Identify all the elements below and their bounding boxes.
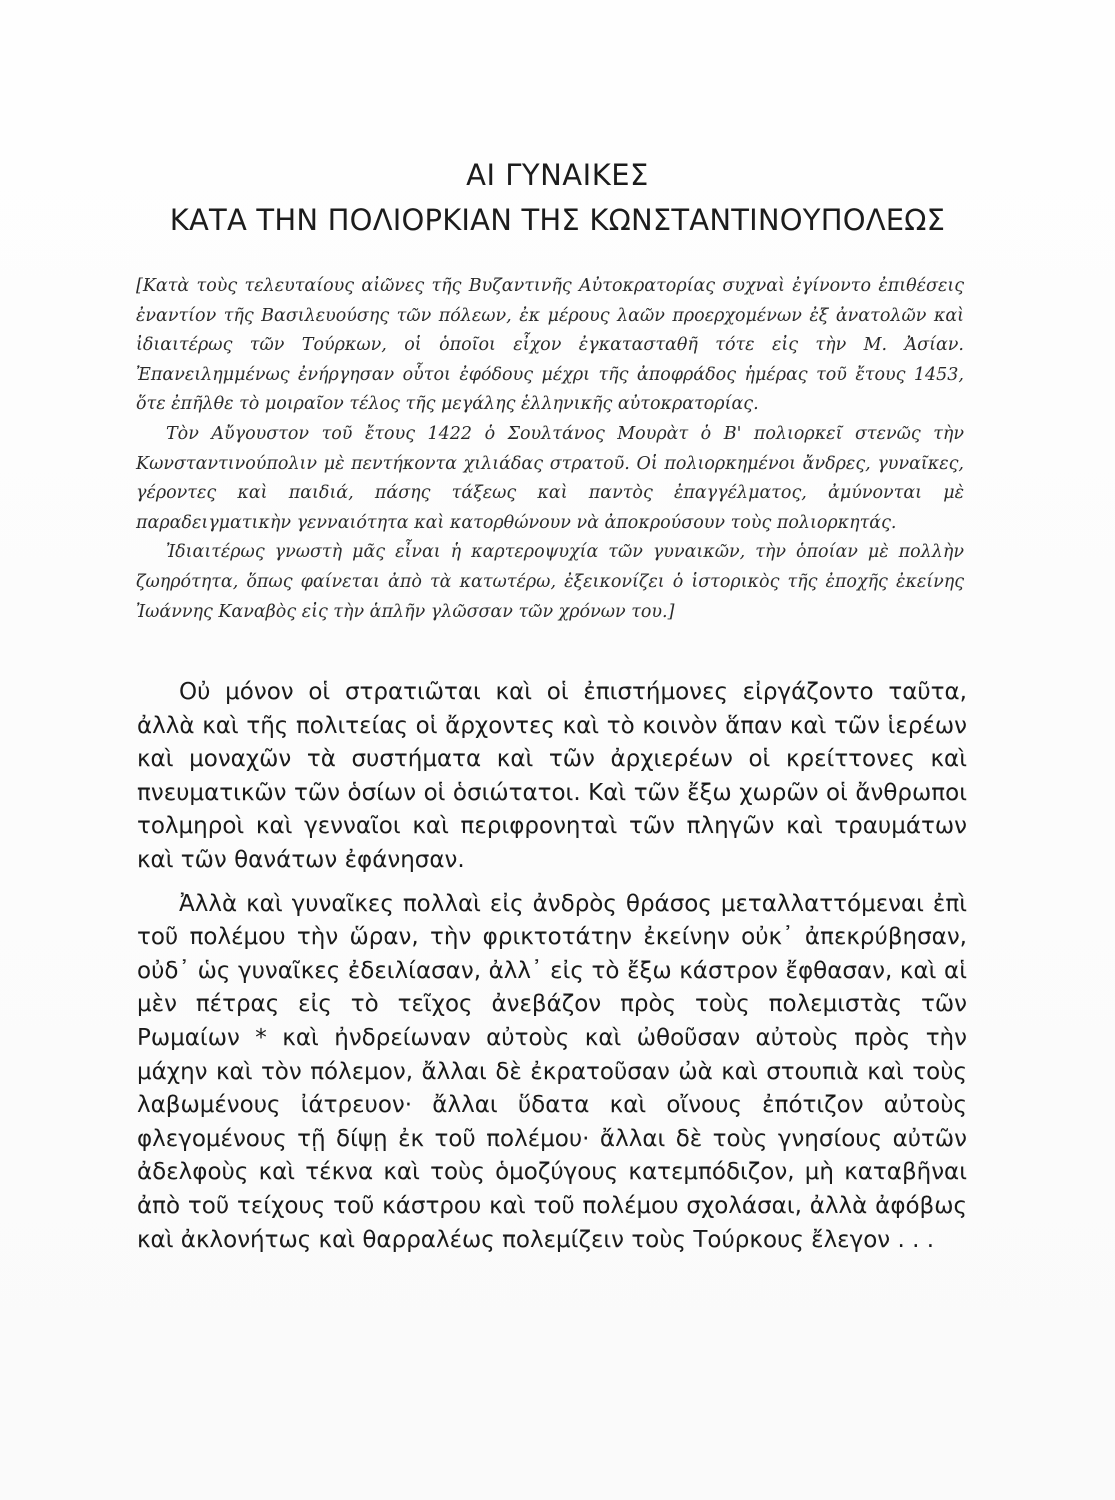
body-paragraph: Ἀλλὰ καὶ γυναῖκες πολλαὶ εἰς ἀνδρὸς θράσος μεταλλαττόμεναι ἐπὶ τοῦ πολέμου τὴν ὥραν, τὴν φρικτοτάτην ἐκείνην οὐκ᾽ ἀπεκρύβησαν, οὐδ᾽ ὡς γυναῖκες ἐδειλίασαν, ἀλλ᾽ εἰς τὸ ἔξω κάστρον ἔφθασαν, καὶ αἱ μὲν πέτρας εἰς τὸ τεῖχος ἀνεβάζον πρὸς τοὺς πολεμιστὰς τῶν Ρωμαίων * καὶ ἠνδρείωναν αὐτοὺς καὶ ὠθοῦσαν αὐτοὺς πρὸς τὴν μάχην καὶ τὸν πόλεμον, ἄλλαι δὲ ἐκρατοῦσαν ὠὰ καὶ στουπιὰ καὶ τοὺς λαβωμένους ἰάτρευον· ἄλλαι ὕδατα καὶ οἴνους ἐπότιζον αὐτοὺς φλεγομένους τῇ δίψῃ ἐκ τοῦ πολέμου· ἄλλαι δὲ τοὺς γνησίους αὐτῶν ἀδελφοὺς καὶ τέκνα καὶ τοὺς ὁμοζύγους κατεμπόδιζον, μὴ καταβῆναι ἀπὸ τοῦ τείχους τοῦ κάστρου καὶ τοῦ πολέμου σχολάσαι, ἀλλὰ ἀφόβως καὶ ἀκλονήτως καὶ θαρραλέως πολεμίζειν τοὺς Τούρκους ἔλεγον . . . [137,890,967,1253]
body-paragraph: Οὐ μόνον οἱ στρατιῶται καὶ οἱ ἐπιστήμονες εἰργάζοντο ταῦτα, ἀλλὰ καὶ τῆς πολιτείας οἱ ἄρχοντες καὶ τὸ κοινὸν ἅπαν καὶ τῶν ἱερέων καὶ μοναχῶν τὰ συστήματα καὶ τῶν ἀρχιερέων οἱ κρείττονες καὶ πνευματικῶν τῶν ὁσίων οἱ ὁσιώτατοι. Καὶ τῶν ἔξω χωρῶν οἱ ἄνθρωποι τολμηροὶ καὶ γενναῖοι καὶ περιφρονηταὶ τῶν πληγῶν καὶ τραυμάτων καὶ τῶν θανάτων ἐφάνησαν. [137,679,967,873]
page-title: ΑΙ ΓΥΝΑΙΚΕΣ [466,158,649,192]
intro-paragraph: Τὸν Αὔγουστον τοῦ ἔτους 1422 ὁ Σουλτάνος Μουρὰτ ὁ Β' πολιορκεῖ στενῶς τὴν Κωνσταντινούπολιν μὲ πεντήκοντα χιλιάδας στρατοῦ. Οἱ πολιορκημένοι ἄνδρες, γυναῖκες, γέροντες καὶ παιδιά, πάσης τάξεως καὶ παντὸς ἐπαγγέλματος, ἀμύνονται μὲ παραδειγματικὴν γενναιότητα καὶ κατορθώνουν νὰ ἀποκρούσουν τοὺς πολιορκητάς. [136,423,964,533]
intro-note [136,272,964,627]
intro-paragraph: [Κατὰ τοὺς τελευταίους αἰῶνες τῆς Βυζαντινῆς Αὐτοκρατορίας συχναὶ ἐγίνοντο ἐπιθέσεις ἐναντίον τῆς Βασιλευούσης τῶν πόλεων, ἐκ μέρους λαῶν προερχομένων ἐξ ἀνατολῶν καὶ ἰδιαιτέρως τῶν Τούρκων, οἱ ὁποῖοι εἶχον ἐγκατασταθῆ τότε εἰς τὴν Μ. Ἀσίαν. Ἐπανειλημμένως ἐνήργησαν οὗτοι ἐφόδους μέχρι τῆς ἀποφράδος ἡμέρας τοῦ ἔτους 1453, ὅτε ἐπῆλθε τὸ μοιραῖον τέλος τῆς μεγάλης ἑλληνικῆς αὐτοκρατορίας. [136,276,964,415]
intro-paragraph: Ἰδιαιτέρως γνωστὴ μᾶς εἶναι ἡ καρτεροψυχία τῶν γυναικῶν, τὴν ὁποίαν μὲ πολλὴν ζωηρότητα, ὅπως φαίνεται ἀπὸ τὰ κατωτέρω, ἐξεικονίζει ὁ ἱστορικὸς τῆς ἐποχῆς ἐκείνης Ἰωάννης Καναβὸς εἰς τὴν ἁπλῆν γλῶσσαν τῶν χρόνων του.] [136,542,964,622]
page-subtitle: ΚΑΤΑ ΤΗΝ ΠΟΛΙΟΡΚΙΑΝ ΤΗΣ ΚΩΝΣΤΑΝΤΙΝΟΥΠΟΛΕΩΣ [169,203,946,237]
main-text [137,676,967,1267]
